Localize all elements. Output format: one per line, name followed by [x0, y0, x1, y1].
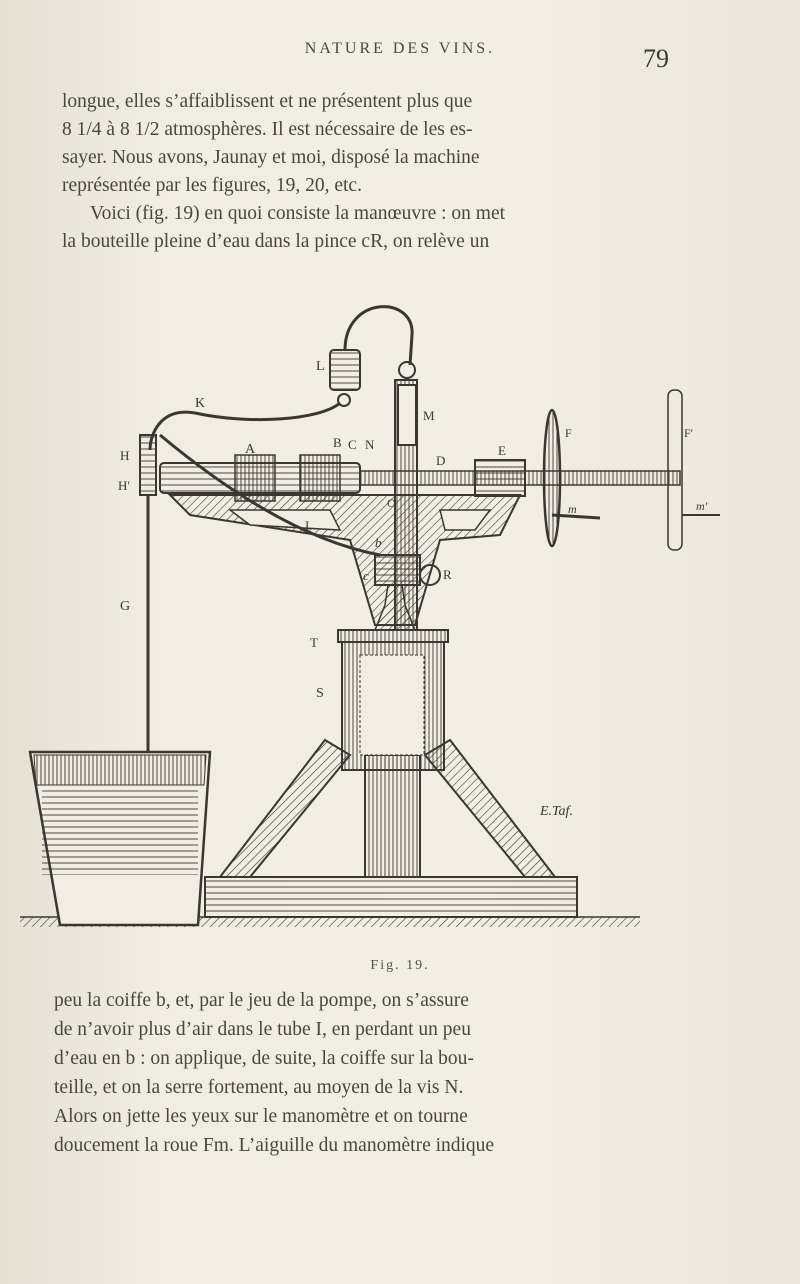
clamp-c — [375, 555, 420, 585]
label-A: A — [245, 442, 256, 457]
label-I: I — [305, 518, 310, 533]
text-line: d’eau en b : on applique, de suite, la coiffe sur la bou- — [54, 1048, 474, 1069]
label-S: S — [316, 686, 324, 701]
top-paragraph — [62, 88, 682, 256]
text-line: peu la coiffe b, et, par le jeu de la pompe, on s’assure — [54, 990, 469, 1011]
text-line: longue, elles s’affaiblissent et ne présentent plus que — [62, 91, 473, 112]
nut-E — [475, 460, 525, 496]
label-b: b — [375, 535, 382, 550]
label-L: L — [316, 359, 325, 374]
text-line: teille, et on la serre fortement, au moyen de la vis N. — [54, 1077, 464, 1098]
text-line: représentée par les figures, 19, 20, etc. — [62, 175, 362, 196]
label-E: E — [498, 443, 506, 458]
left-leg — [220, 740, 350, 877]
base-plank — [205, 877, 577, 917]
label-G: G — [120, 599, 131, 614]
text-line: doucement la roue Fm. L’aiguille du manomètre indique — [54, 1135, 495, 1156]
page-number: 79 — [643, 44, 669, 73]
label-F: F — [565, 426, 572, 440]
text-line: de n’avoir plus d’air dans le tube I, en perdant un peu — [54, 1019, 471, 1040]
handwheel — [544, 410, 560, 546]
figure-caption: Fig. 19. — [370, 958, 430, 973]
label-m-prime: m′ — [696, 499, 708, 513]
center-post — [365, 755, 420, 877]
label-H: H — [120, 448, 130, 463]
text-line: Alors on jette les yeux sur le manomètre et on tourne — [54, 1106, 468, 1127]
label-B: B — [333, 435, 342, 450]
text-line: 8 1/4 à 8 1/2 atmosphères. Il est nécessaire de les es- — [62, 119, 473, 140]
label-N: N — [365, 437, 375, 452]
label-M: M — [423, 408, 435, 423]
handwheel-side — [668, 390, 682, 550]
label-F-prime: F′ — [684, 426, 694, 440]
bottom-paragraph — [54, 986, 694, 1160]
machine-engraving — [20, 285, 740, 945]
label-c: c — [363, 568, 369, 583]
label-K: K — [195, 396, 206, 411]
label-D: D — [436, 453, 446, 468]
label-T: T — [310, 635, 318, 650]
text-line: sayer. Nous avons, Jaunay et moi, disposé la machine — [62, 147, 480, 168]
label-C: C — [348, 437, 357, 452]
label-H-prime: H′ — [118, 478, 131, 493]
label-R: R — [443, 567, 452, 582]
jacket-rim — [338, 630, 448, 642]
gauge-L — [330, 350, 360, 390]
manometer — [398, 385, 416, 445]
text-line: la bouteille pleine d’eau dans la pince cR, on relève un — [62, 231, 490, 252]
engraver-signature: E.Taf. — [540, 804, 573, 819]
label-m: m — [568, 502, 577, 516]
text-line: Voici (fig. 19) en quoi consiste la manœuvre : on met — [90, 203, 506, 224]
tap-H — [140, 435, 156, 495]
running-head: NATURE DES VINS. — [304, 40, 496, 57]
label-O: O — [387, 496, 396, 510]
